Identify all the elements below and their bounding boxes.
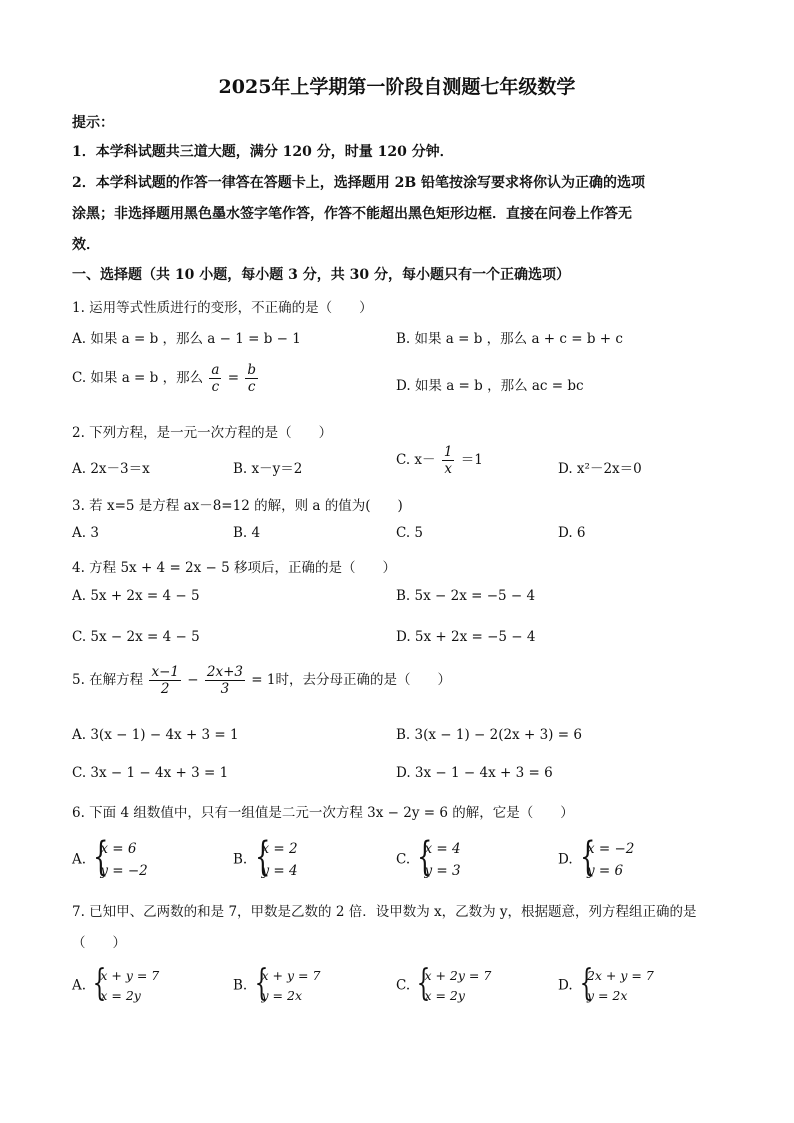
eq-line-2: y = 2x (261, 988, 303, 1003)
numerator: b (247, 362, 257, 378)
option-label: B. (233, 977, 248, 994)
numerator: x−1 (151, 664, 179, 680)
denominator: 2 (160, 681, 170, 697)
hint-label: 提示： (72, 115, 114, 131)
question-7-stem: 7. 已知甲、乙两数的和是 7，甲数是乙数的 2 倍．设甲数为 x，乙数为 y，根据题意，列方程组正确的是 (72, 904, 697, 920)
q2-option-a[interactable]: A. 2x－3＝x (72, 461, 150, 477)
eq-line-1: { 2x + y = 7 (586, 968, 654, 983)
option-label: B. (233, 851, 248, 868)
denominator: c (247, 379, 256, 395)
q1-option-c[interactable] (72, 362, 260, 395)
eq-line-2: y = 6 (586, 863, 624, 879)
q5-fraction-1 (149, 664, 181, 697)
q7-option-a[interactable] (72, 966, 159, 1006)
q1-option-a[interactable]: A. 如果 a = b ，那么 a − 1 = b − 1 (72, 331, 301, 347)
equation-system (90, 838, 147, 882)
q3-option-d[interactable]: D. 6 (558, 525, 586, 541)
q5-fraction-2 (205, 664, 245, 697)
q5-stem-prefix: 5. 在解方程 (72, 672, 144, 688)
minus-sign: − (187, 672, 199, 688)
eq-line-2: x = 2y (100, 988, 141, 1003)
numerator: a (211, 362, 220, 378)
page-title: 2025年上学期第一阶段自测题七年级数学 (218, 76, 576, 98)
question-3-stem: 3. 若 x=5 是方程 ax－8=12 的解，则 a 的值为( ) (72, 498, 403, 514)
eq-line-2: y = 2x (586, 988, 628, 1003)
eq-line-1: { x + y = 7 (100, 968, 160, 983)
note-2-end: 效． (72, 237, 100, 253)
q5-option-b[interactable]: B. 3(x − 1) − 2(2x + 3) = 6 (396, 727, 582, 743)
eq-line-1: { x + y = 7 (261, 968, 321, 983)
q1-option-b[interactable]: B. 如果 a = b ，那么 a + c = b + c (396, 331, 623, 347)
equation-system (414, 838, 460, 882)
q5-stem-suffix: = 1时，去分母正确的是（ ） (251, 672, 451, 688)
option-label: D. (558, 977, 573, 994)
q7-option-d[interactable] (558, 966, 654, 1006)
q1-c-fraction-right (245, 362, 258, 395)
denominator: 3 (220, 681, 230, 697)
q3-option-a[interactable]: A. 3 (72, 525, 99, 541)
eq-line-1: { x = −2 (586, 841, 635, 857)
numerator: 1 (443, 444, 453, 460)
equation-system (414, 966, 491, 1006)
section-heading: 一、选择题（共 10 小题，每小题 3 分，共 30 分，每小题只有一个正确选项） (72, 267, 570, 283)
question-2-stem: 2. 下列方程，是一元一次方程的是（ ） (72, 425, 333, 441)
denominator: c (211, 379, 220, 395)
q6-option-c[interactable] (396, 838, 461, 882)
question-4-stem: 4. 方程 5x + 4 = 2x − 5 移项后，正确的是（ ） (72, 560, 397, 576)
eq-line-2: y = 3 (424, 863, 461, 879)
q4-option-c[interactable]: C. 5x − 2x = 4 − 5 (72, 629, 200, 645)
q7-option-c[interactable] (396, 966, 491, 1006)
q4-option-d[interactable]: D. 5x + 2x = −5 − 4 (396, 629, 536, 645)
q6-option-a[interactable] (72, 838, 148, 882)
eq-line-2: y = 4 (261, 863, 298, 879)
option-label: A. (72, 851, 87, 868)
equation-system (252, 966, 321, 1006)
q2-c-suffix: ＝1 (460, 452, 483, 468)
equation-system (252, 838, 298, 882)
numerator: 2x+3 (206, 664, 243, 680)
q1-option-d[interactable]: D. 如果 a = b ，那么 ac = bc (396, 378, 584, 394)
option-label: C. (396, 851, 411, 868)
option-label: C. (396, 977, 411, 994)
note-2-cont: 涂黑；非选择题用黑色墨水签字笔作答，作答不能超出黑色矩形边框．直接在问卷上作答无 (72, 206, 632, 222)
q5-option-c[interactable]: C. 3x − 1 − 4x + 3 = 1 (72, 765, 229, 781)
q5-option-d[interactable]: D. 3x − 1 − 4x + 3 = 6 (396, 765, 553, 781)
q4-option-b[interactable]: B. 5x − 2x = −5 − 4 (396, 588, 536, 604)
q2-c-fraction (442, 444, 455, 477)
question-6-stem: 6. 下面 4 组数值中，只有一组值是二元一次方程 3x − 2y = 6 的解，它是（ ） (72, 805, 574, 821)
q1-c-prefix: C. 如果 a = b ，那么 (72, 370, 204, 386)
eq-line-2: y = −2 (100, 863, 148, 879)
note-2: 2．本学科试题的作答一律答在答题卡上，选择题用 2B 铅笔按涂写要求将你认为正确的选项 (72, 175, 646, 191)
question-5-stem (72, 664, 451, 697)
eq-line-1: { x = 2 (261, 841, 298, 857)
q1-c-fraction-left (209, 362, 221, 395)
option-label: A. (72, 977, 87, 994)
eq-line-2: x = 2y (424, 988, 465, 1003)
equation-system (90, 966, 159, 1006)
q3-option-b[interactable]: B. 4 (233, 525, 261, 541)
option-label: D. (558, 851, 573, 868)
q6-option-b[interactable] (233, 838, 298, 882)
q7-option-b[interactable] (233, 966, 320, 1006)
eq-line-1: { x = 6 (100, 841, 137, 857)
equation-system (577, 966, 654, 1006)
eq-line-1: { x = 4 (424, 841, 461, 857)
equals-sign: = (227, 370, 240, 386)
question-7-blank: （ ） (72, 935, 126, 951)
q2-option-b[interactable]: B. x－y＝2 (233, 461, 303, 477)
q2-option-d[interactable]: D. x²－2x＝0 (558, 461, 642, 477)
denominator: x (444, 461, 452, 477)
q2-option-c[interactable] (396, 444, 483, 477)
q6-option-d[interactable] (558, 838, 634, 882)
q2-c-prefix: C. x－ (396, 452, 436, 468)
q5-option-a[interactable]: A. 3(x − 1) − 4x + 3 = 1 (72, 727, 239, 743)
q4-option-a[interactable]: A. 5x + 2x = 4 − 5 (72, 588, 200, 604)
note-1: 1．本学科试题共三道大题，满分 120 分，时量 120 分钟． (72, 144, 454, 160)
equation-system (577, 838, 634, 882)
question-1-stem: 1. 运用等式性质进行的变形，不正确的是（ ） (72, 300, 373, 316)
q3-option-c[interactable]: C. 5 (396, 525, 424, 541)
eq-line-1: { x + 2y = 7 (424, 968, 492, 983)
